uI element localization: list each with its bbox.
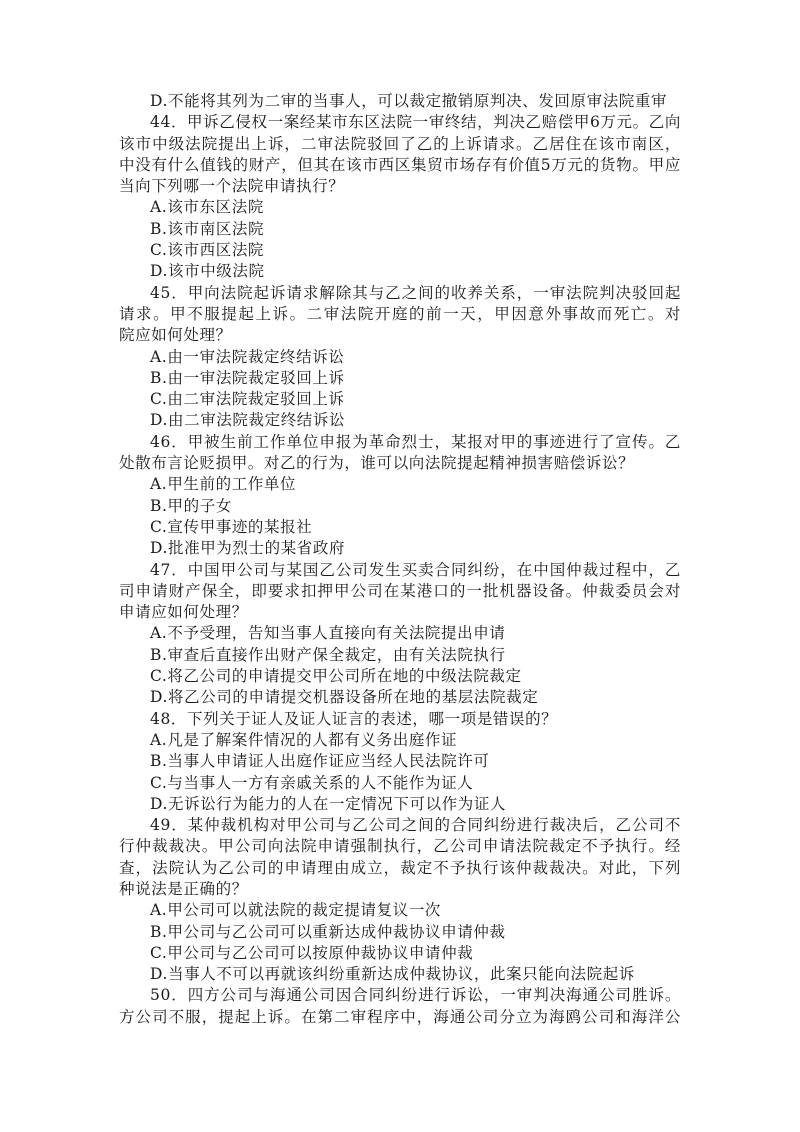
text-line: D.该市中级法院	[150, 262, 265, 281]
text-line: A.甲公司可以就法院的裁定提请复议一次	[150, 901, 442, 920]
text-line: 中没有什么值钱的财产，但其在该市西区集贸市场存有价值5万元的货物。甲应	[119, 155, 681, 174]
text-line: C.宣传甲事迹的某报社	[150, 517, 313, 536]
text-line: 司申请财产保全，即要求扣押甲公司在某港口的一批机器设备。仲裁委员会对	[119, 581, 681, 600]
text-line: 行仲裁裁决。甲公司向法院申请强制执行，乙公司申请法院裁定不予执行。经	[119, 837, 681, 856]
text-line: D.无诉讼行为能力的人在一定情况下可以作为证人	[150, 794, 507, 813]
text-line: A.甲生前的工作单位	[150, 475, 297, 494]
text-line: A.该市东区法院	[150, 198, 264, 217]
text-line: 处散布言论贬损甲。对乙的行为，谁可以向法院提起精神损害赔偿诉讼？	[119, 454, 635, 473]
text-line: A.由一审法院裁定终结诉讼	[150, 347, 345, 366]
text-line: A.凡是了解案件情况的人都有义务出庭作证	[150, 730, 458, 749]
text-line: B.该市南区法院	[150, 219, 265, 238]
text-line: 院应如何处理？	[119, 326, 232, 345]
text-line: D.由二审法院裁定终结诉讼	[150, 411, 346, 430]
text-line: D.不能将其列为二审的当事人，可以裁定撤销原判决、发回原审法院重审	[150, 92, 668, 110]
text-line: A.不予受理，告知当事人直接向有关法院提出申请	[150, 624, 506, 643]
text-line: C.由二审法院裁定驳回上诉	[150, 390, 345, 409]
text-line: 种说法是正确的？	[119, 879, 248, 898]
text-line: B.当事人申请证人出庭作证应当经人民法院许可	[150, 752, 490, 771]
text-line: 请求。甲不服提起上诉。二审法院开庭的前一天，甲因意外事故而死亡。对	[119, 304, 681, 323]
document-page	[119, 91, 681, 1028]
text-line: C.甲公司与乙公司可以按原仲裁协议申请仲裁	[150, 943, 474, 962]
text-line: 49．某仲裁机构对甲公司与乙公司之间的合同纠纷进行裁决后，乙公司不	[150, 816, 681, 835]
text-line: B.由一审法院裁定驳回上诉	[150, 368, 345, 387]
text-line: 查，法院认为乙公司的申请理由成立，裁定不予执行该仲裁裁决。对此，下列	[119, 858, 681, 877]
text-line: C.将乙公司的申请提交甲公司所在地的中级法院裁定	[150, 667, 522, 686]
text-line: 该市中级法院提出上诉，二审法院驳回了乙的上诉请求。乙居住在该市南区，	[119, 134, 681, 153]
text-line: C.该市西区法院	[150, 241, 265, 260]
text-line: D.批准甲为烈士的某省政府	[150, 539, 346, 558]
text-line: 50．四方公司与海通公司因合同纠纷进行诉讼，一审判决海通公司胜诉。	[150, 986, 681, 1005]
text-line: B.甲公司与乙公司可以重新达成仲裁协议申请仲裁	[150, 922, 506, 941]
text-line: 45．甲向法院起诉请求解除其与乙之间的收养关系，一审法院判决驳回起	[150, 283, 681, 302]
text-line: 当向下列哪一个法院申请执行？	[119, 177, 345, 196]
text-line: 48．下列关于证人及证人证言的表述，哪一项是错误的？	[150, 709, 558, 728]
text-line: 47．中国甲公司与某国乙公司发生买卖合同纠纷，在中国仲裁过程中，乙	[150, 560, 681, 579]
text-line: 方公司不服，提起上诉。在第二审程序中，海通公司分立为海鸥公司和海洋公	[119, 1007, 681, 1026]
text-line: 44．甲诉乙侵权一案经某市东区法院一审终结，判决乙赔偿甲6万元。乙向	[150, 113, 681, 132]
text-line: B.审查后直接作出财产保全裁定，由有关法院执行	[150, 645, 506, 664]
text-line: D.将乙公司的申请提交机器设备所在地的基层法院裁定	[150, 688, 539, 707]
text-line: 46．甲被生前工作单位申报为革命烈士，某报对甲的事迹进行了宣传。乙	[150, 432, 681, 451]
text-line: D.当事人不可以再就该纠纷重新达成仲裁协议，此案只能向法院起诉	[150, 965, 635, 984]
text-line: B.甲的子女	[150, 496, 232, 515]
text-line: C.与当事人一方有亲戚关系的人不能作为证人	[150, 773, 474, 792]
text-line: 申请应如何处理？	[119, 603, 248, 622]
